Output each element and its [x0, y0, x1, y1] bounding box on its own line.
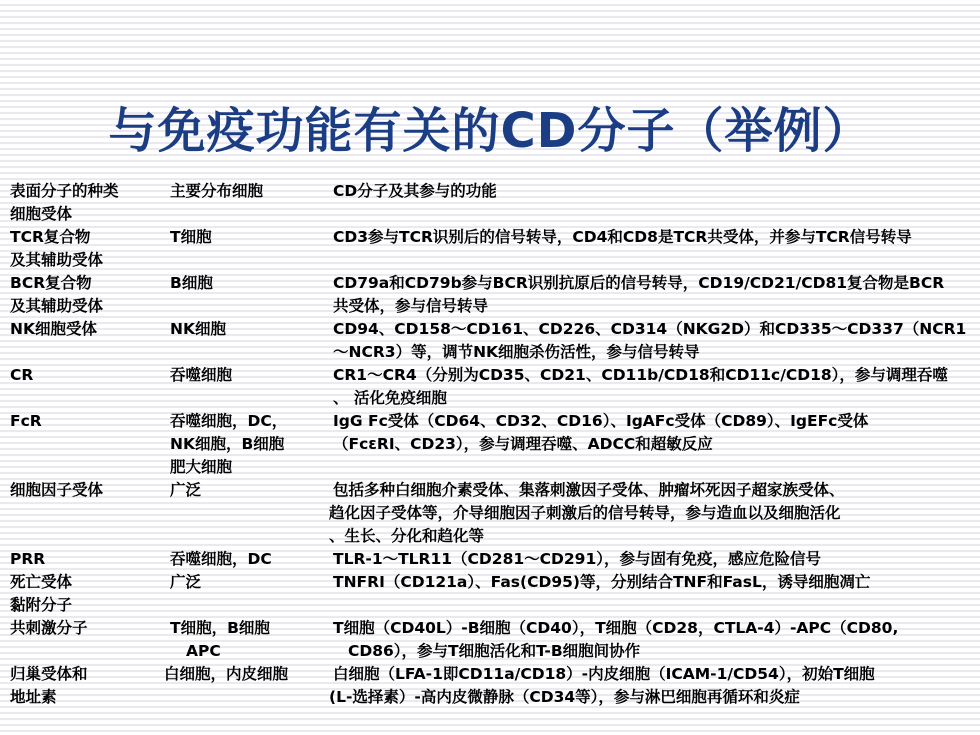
- row-function: T细胞（CD40L）-B细胞（CD40），T细胞（CD28，CTLA-4）-APC（CD80,: [333, 619, 899, 637]
- row-function: 共受体，参与信号转导: [333, 297, 489, 315]
- row-function: （FcεRⅠ、CD23），参与调理吞噬、ADCC和超敏反应: [333, 435, 713, 453]
- row-type: 地址素: [10, 688, 57, 706]
- row-function: CD79a和CD79b参与BCR识别抗原后的信号转导，CD19/CD21/CD81复合物是BCR: [333, 274, 945, 292]
- row-type: 归巢受体和: [10, 665, 88, 683]
- row-distribution: 吞噬细胞: [170, 366, 233, 384]
- row-distribution: T细胞: [170, 228, 212, 246]
- row-type: CR: [10, 366, 34, 384]
- row-type: FcR: [10, 412, 42, 430]
- page-title: 与免疫功能有关的CD分子（举例）: [108, 103, 872, 159]
- row-function: CR1～CR4（分别为CD35、CD21、CD11b/CD18和CD11c/CD18），参与调理吞噬: [333, 366, 948, 384]
- header-type: 表面分子的种类: [10, 182, 119, 200]
- row-type: 及其辅助受体: [10, 251, 104, 269]
- row-function: 白细胞（LFA-1即CD11a/CD18）-内皮细胞（ICAM-1/CD54），初始T细胞: [333, 665, 875, 683]
- row-distribution: 白细胞，内皮细胞: [164, 665, 289, 683]
- row-function: 、 活化免疫细胞: [333, 389, 447, 407]
- row-distribution: B细胞: [170, 274, 213, 292]
- row-distribution: 肥大细胞: [170, 458, 233, 476]
- row-type: PRR: [10, 550, 46, 568]
- row-function: (L-选择素）-高内皮微静脉（CD34等），参与淋巴细胞再循环和炎症: [329, 688, 800, 706]
- row-function: CD86），参与T细胞活化和T-B细胞间协作: [348, 642, 641, 660]
- row-function: 趋化因子受体等，介导细胞因子刺激后的信号转导，参与造血以及细胞活化: [329, 504, 841, 522]
- row-function: IgG Fc受体（CD64、CD32、CD16）、IgAFc受体（CD89）、IgEFc受体: [333, 412, 869, 430]
- header-distribution: 主要分布细胞: [170, 182, 264, 200]
- row-type: 死亡受体: [10, 573, 73, 591]
- row-distribution: 广泛: [170, 573, 202, 591]
- row-function: ～NCR3）等，调节NK细胞杀伤活性，参与信号转导: [333, 343, 700, 361]
- row-distribution: NK细胞，B细胞: [170, 435, 285, 453]
- row-distribution: 吞噬细胞，DC: [170, 550, 272, 568]
- header-function: CD分子及其参与的功能: [333, 182, 497, 200]
- row-type: 细胞因子受体: [10, 481, 104, 499]
- header-type-2: 细胞受体: [10, 205, 73, 223]
- row-type: BCR复合物: [10, 274, 92, 292]
- row-function: 、生长、分化和趋化等: [329, 527, 485, 545]
- row-function: 包括多种白细胞介素受体、集落刺激因子受体、肿瘤坏死因子超家族受体、: [333, 481, 845, 499]
- row-function: TLR-1～TLR11（CD281～CD291），参与固有免疫，感应危险信号: [333, 550, 822, 568]
- row-distribution: APC: [186, 642, 221, 660]
- row-type: NK细胞受体: [10, 320, 97, 338]
- row-type: TCR复合物: [10, 228, 91, 246]
- row-function: CD94、CD158～CD161、CD226、CD314（NKG2D）和CD335～CD337（NCR1: [333, 320, 967, 338]
- row-type: 黏附分子: [10, 596, 73, 614]
- row-function: TNFRⅠ（CD121a）、Fas(CD95)等，分别结合TNF和FasL，诱导细胞凋亡: [333, 573, 871, 591]
- row-function: CD3参与TCR识别后的信号转导，CD4和CD8是TCR共受体，并参与TCR信号转导: [333, 228, 912, 246]
- row-distribution: NK细胞: [170, 320, 226, 338]
- row-type: 及其辅助受体: [10, 297, 104, 315]
- row-distribution: T细胞，B细胞: [170, 619, 270, 637]
- row-type: 共刺激分子: [10, 619, 88, 637]
- row-distribution: 吞噬细胞，DC，: [170, 412, 288, 430]
- row-distribution: 广泛: [170, 481, 202, 499]
